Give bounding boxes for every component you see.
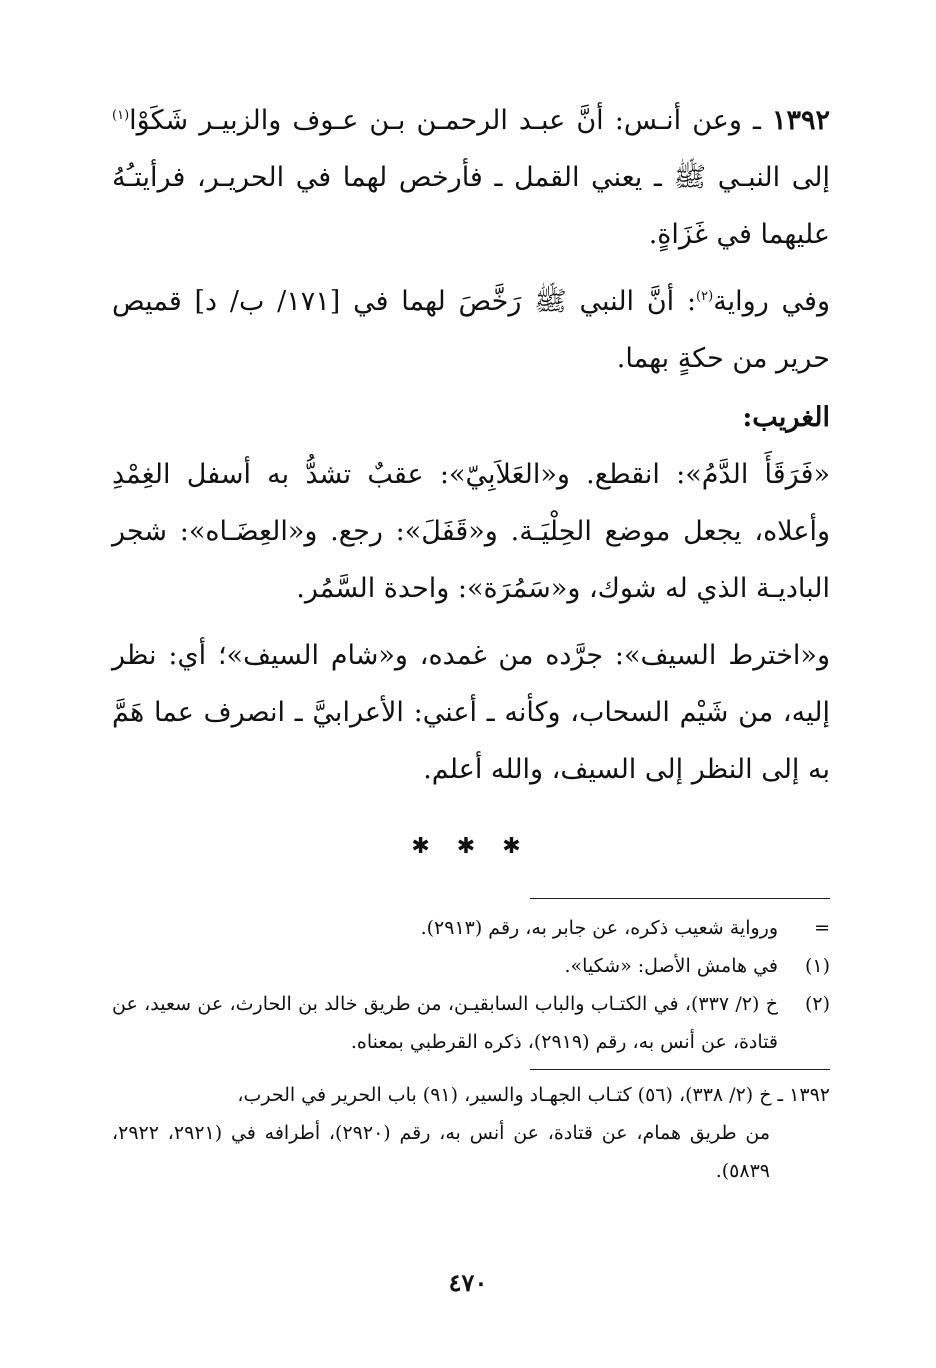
footnote-ref-2[interactable]: (٢) bbox=[696, 289, 714, 304]
footnote-continuation bbox=[112, 909, 830, 947]
takhrij-rest: من طريق همام، عن قتادة، عن أنس به، رقم (٢٩٢٠)، أطرافه في (٢٩٢١، ٢٩٢٢، ٥٨٣٩). bbox=[112, 1122, 771, 1182]
footnote-mark: (٢) bbox=[804, 993, 830, 1015]
takhrij-first-line: ١٣٩٢ ـ خ (٢/ ٣٣٨)، (٥٦) كتـاب الجهـاد والسير، (٩١) باب الحرير في الحرب، bbox=[237, 1084, 830, 1106]
gharib-heading: الغريب: bbox=[742, 402, 830, 433]
hadith-text-end: إلى النبـي ﷺ ـ يعني القمل ـ فأرخص لهما في الحريـر، فرأيتـُهُ عليهما في غَزَاةٍ. bbox=[112, 162, 830, 250]
gharib-paragraph-1: «فَرَقَأَ الدَّمُ»: انقطع. و«العَلاَبِيّ»: عقبٌ تشدُّ به أسفل الغِمْدِ وأعلاه، يجعل موضع الحِلْيَـة. و«قَفَلَ»: رجع. و«العِضَـاه»: شجر الباديـة الذي له شوك، و«سَمُرَة»: واحدة السَّمُر. bbox=[112, 459, 830, 604]
footnote-1 bbox=[112, 947, 830, 985]
gharib-paragraph-2: و«اخترط السيف»: جرَّده من غمده، و«شام السيف»؛ أي: نظر إليه، من شَيْم السحاب، وكأنه ـ أعني: الأعرابيَّ ـ انصرف عما هَمَّ به إلى النظر إلى السيف، والله أعلم. bbox=[112, 640, 830, 785]
page-number: ٤٧٠ bbox=[448, 1268, 488, 1297]
takhrij-block bbox=[112, 1076, 830, 1190]
riwaya-text-end: : أنَّ النبي ﷺ رَخَّصَ لهما في [١٧١/ ب/ د] قميص حرير من حكةٍ بهما. bbox=[112, 286, 830, 374]
page-body bbox=[112, 92, 830, 1190]
footnote-mark: (١) bbox=[804, 955, 830, 977]
footnote-2 bbox=[112, 985, 830, 1061]
takhrij-divider bbox=[530, 1069, 830, 1070]
hadith-number: ١٣٩٢ bbox=[771, 105, 830, 136]
footnote-divider bbox=[530, 898, 830, 899]
hadith-text-start: ـ وعن أنـس: أنَّ عبـد الرحمـن بـن عـوف والزبيـر شَكَوْا bbox=[129, 105, 772, 136]
footnote-text: ورواية شعيب ذكره، عن جابر به، رقم (٢٩١٣). bbox=[420, 917, 778, 939]
footnotes-block bbox=[112, 909, 830, 1061]
footnote-text: في هامش الأصل: «شكيا». bbox=[564, 955, 778, 977]
footnote-mark: = bbox=[814, 917, 830, 939]
section-separator: ✱ ✱ ✱ bbox=[411, 834, 531, 859]
footnote-ref-1[interactable]: (١) bbox=[112, 108, 130, 123]
riwaya-paragraph bbox=[112, 273, 830, 387]
footnote-text: خ (٢/ ٣٣٧)، في الكتـاب والباب السابقيـن، من طريق خالد بن الحارث، عن سعيد، عن قتادة، عن أنس به، رقم (٢٩١٩)، ذكره القرطبي بمعناه. bbox=[112, 993, 779, 1053]
hadith-paragraph bbox=[112, 92, 830, 263]
riwaya-text-start: وفي رواية bbox=[713, 286, 830, 317]
